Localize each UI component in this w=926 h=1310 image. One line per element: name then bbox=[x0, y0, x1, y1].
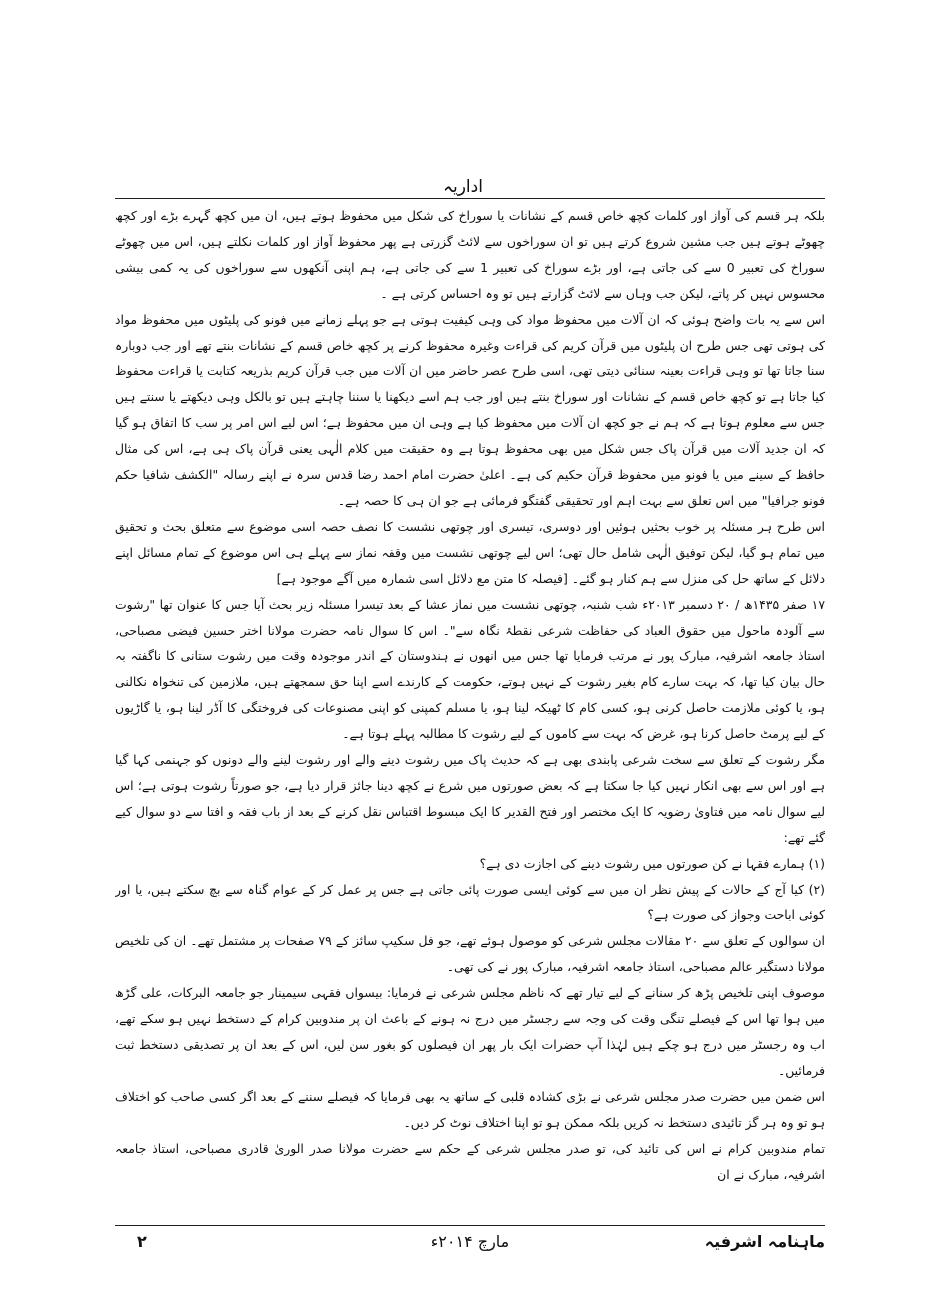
page-number: ۲ bbox=[137, 1232, 147, 1251]
paragraph: تمام مندوبین کرام نے اس کی تائید کی، تو صدر مجلس شرعی کے حکم سے حضرت مولانا صدر الوریٰ قادری مصباحی، استاذ جامعہ اشرفیہ، مبارک نے ان bbox=[115, 1140, 825, 1182]
article-body bbox=[115, 203, 825, 1221]
paragraph: بلکہ ہر قسم کی آواز اور کلمات کچھ خاص قسم کے نشانات یا سوراخ کی شکل میں محفوظ ہوتے ہیں، ان میں کچھ گہرے بڑے اور کچھ چھوٹے ہوتے ہیں جب مشین شروع کرتے ہیں تو ان سوراخوں سے لائٹ گزرتی ہے پھر محفوظ آواز اور کلمات نکلتے ہیں، اس میں چھوٹے سوراخ کی تعبیر 0 سے کی جاتی ہے، اور بڑے سوراخ کی تعبیر 1 سے کی جاتی ہے، ہم اپنی آنکھوں سے سوراخوں کی یہ کمی بیشی محسوس نہیں کر پاتے، لیکن جب وہاں سے لائٹ گزارتے ہیں تو وہ احساس کرتی ہے ۔ bbox=[115, 208, 825, 301]
paragraph: مگر رشوت کے تعلق سے سخت شرعی پابندی بھی ہے کہ حدیث پاک میں رشوت دینے والے اور رشوت لینے والے دونوں کو جہنمی کہا گیا ہے اور اس سے بھی انکار نہیں کیا جا سکتا ہے کہ بعض صورتوں میں شرع نے کچھ دینا جائز قرار دیا ہے، جو صورتاً رشوت ہوتی ہے؛ اس لیے سوال نامہ میں فتاویٰ رضویہ کا ایک مختصر اور فتح القدیر کا ایک مبسوط اقتباس نقل کرنے کے بعد از باب فقہ و افتا سے دو سوال کیے گئے تھے: bbox=[115, 752, 825, 845]
question-item: (۲) کیا آج کے حالات کے پیش نظر ان میں سے کوئی ایسی صورت پائی جاتی ہے جس پر عمل کر کے عوام گناہ سے بچ سکتے ہیں، یا اور کوئی اباحت وجواز کی صورت ہے؟ bbox=[115, 881, 825, 923]
magazine-name: ماہنامہ اشرفیہ bbox=[704, 1232, 825, 1251]
paragraph: موصوف اپنی تلخیص پڑھ کر سنانے کے لیے تیار تھے کہ ناظم مجلس شرعی نے فرمایا: بیسواں فقہی سیمینار جو جامعہ البرکات، علی گڑھ میں ہوا تھا اس کے فیصلے تنگی وقت کی وجہ سے رجسٹر میں درج نہ ہونے کے باعث ان پر مندوبین کرام کے دستخط نہیں ہو سکے تھے، اب وہ رجسٹر میں درج ہو چکے ہیں لہٰذا آپ حضرات ایک بار پھر ان فیصلوں کو بغور سن لیں، اس کے بعد ان پر تصدیقی دستخط ثبت فرمائیں۔ bbox=[115, 985, 825, 1078]
paragraph: ۱۷ صفر ۱۴۳۵ھ / ۲۰ دسمبر ۲۰۱۳ء شب شنبہ، چوتھی نشست میں نماز عشا کے بعد تیسرا مسئلہ زیر بحث آیا جس کا عنوان تھا "رشوت سے آلودہ ماحول میں حقوق العباد کی حفاظت شرعی نقطۂ نگاہ سے"۔ اس کا سوال نامہ حضرت مولانا اختر حسین فیضی مصباحی، استاذ جامعہ اشرفیہ، مبارک پور نے مرتب فرمایا تھا جس میں انھوں نے ہندوستان کے اندر موجودہ وقت میں رشوت ستانی کا ناگفتہ بہ حال بیان کیا تھا، کہ بہت سارے کام بغیر رشوت کے نہیں ہوتے، حکومت کے کارندے اسے اپنا حق سمجھتے ہیں، ملازمین کی تنخواہ نکالنی ہو، یا کوئی ملازمت حاصل کرنی ہو، کسی کام کا ٹھیکہ لینا ہو، یا مسلم کمپنی کو اپنی مصنوعات کی فروختگی کا آڈر لینا ہو، یا گاڑیوں کے لیے پرمٹ حاصل کرنا ہو، غرض کہ بہت سے کاموں کے لیے رشوت کا مطالبہ پہلے ہوتا ہے۔ bbox=[115, 596, 825, 742]
page-header-title: اداریہ bbox=[443, 177, 483, 197]
page-footer bbox=[115, 1232, 825, 1256]
paragraph: ان سوالوں کے تعلق سے ۲۰ مقالات مجلس شرعی کو موصول ہوئے تھے، جو فل سکیپ سائز کے ۷۹ صفحات پر مشتمل تھے۔ ان کی تلخیص مولانا دستگیر عالم مصباحی، استاذ جامعہ اشرفیہ، مبارک پور نے کی تھی۔ bbox=[115, 933, 825, 975]
question-item: (۱) ہمارے فقہا نے کن صورتوں میں رشوت دینے کی اجازت دی ہے؟ bbox=[479, 855, 825, 871]
paragraph: اس ضمن میں حضرت صدر مجلس شرعی نے بڑی کشادہ قلبی کے ساتھ یہ بھی فرمایا کہ فیصلے سننے کے بعد اگر کسی صاحب کو اختلاف ہو تو وہ ہر گز تائیدی دستخط نہ کریں بلکہ ممکن ہو تو اپنا اختلاف نوٹ کر دیں۔ bbox=[115, 1088, 825, 1130]
footer-rule bbox=[115, 1225, 825, 1226]
header-rule bbox=[115, 198, 825, 199]
issue-date: مارچ ۲۰۱۴ء bbox=[430, 1232, 510, 1251]
paragraph: اس سے یہ بات واضح ہوئی کہ ان آلات میں محفوظ مواد کی وہی کیفیت ہوتی ہے جو پہلے زمانے میں فونو کی پلیٹوں میں محفوظ مواد کی ہوتی تھی جس طرح ان پلیٹوں میں قرآن کریم کی قراءت وغیرہ محفوظ کرنے پر کچھ خاص قسم کے نشانات بنتے تھے اور جب دوبارہ سنا جاتا تھا تو وہی قراءت بعینہ سنائی دیتی تھی، اسی طرح عصر حاضر میں ان آلات میں جب قرآن کریم بذریعہ کتابت یا قراءت محفوظ کیا جاتا ہے تو کچھ خاص قسم کے نشانات اور سوراخ بنتے ہیں اور جب ہم اسے دیکھنا یا سننا چاہتے ہیں تو بالکل وہی دیکھتے یا سنتے ہیں جس سے معلوم ہوتا ہے کہ ہم نے جو کچھ ان آلات میں محفوظ کیا ہے وہی ان میں محفوظ ہے؛ اس لیے اس امر پر سب کا اتفاق ہو گیا کہ ان جدید آلات میں قرآن پاک جس شکل میں بھی محفوظ ہوتا ہے وہ حقیقت میں کلام الٰہی یعنی قرآن پاک ہی ہے، اس کی مثال حافظ کے سینے میں یا فونو میں محفوظ قرآن حکیم کی ہے۔ اعلیٰ حضرت امام احمد رضا قدس سرہ نے اپنے رسالہ "الکشف شافیا حکم فونو جرافیا" میں اس تعلق سے بہت اہم اور تحقیقی گفتگو فرمائی ہے جو ان ہی کا حصہ ہے۔ bbox=[115, 311, 825, 508]
paragraph: اس طرح ہر مسئلہ پر خوب بحثیں ہوئیں اور دوسری، تیسری اور چوتھی نشست کا نصف حصہ اسی موضوع سے متعلق بحث و تحقیق میں تمام ہو گیا، لیکن توفیق الٰہی شامل حال تھی؛ اس لیے چوتھی نشست میں وقفہ نماز سے پہلے ہی اس موضوع کے تمام مسائل اپنے دلائل کے ساتھ حل کی منزل سے ہم کنار ہو گئے۔ [فیصلہ کا متن مع دلائل اسی شمارہ میں آگے موجود ہے] bbox=[115, 518, 825, 586]
